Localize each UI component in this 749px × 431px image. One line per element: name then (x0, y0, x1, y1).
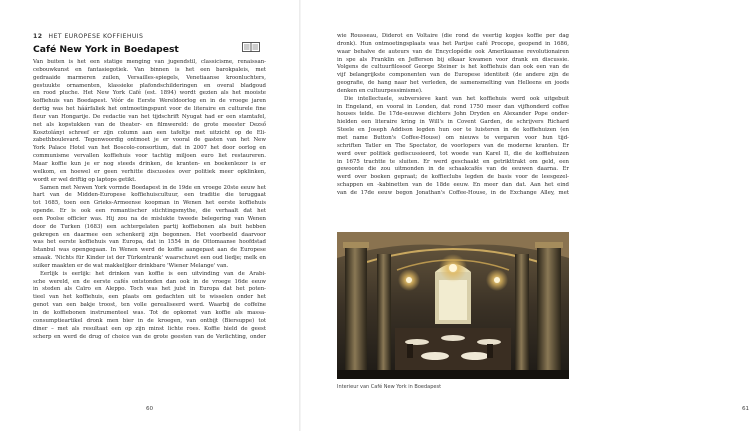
text-line: cebouwkunst en fantasiegotiek. Van binnen is het een barokpaleis, met (33, 66, 266, 73)
text-line: wie Rousseau, Diderot en Voltaire (die rond de veertig kopjes koffie per dag (337, 33, 569, 39)
text-line: suiker maakten er de wat makkelijker drinkbare 'Wiener Melange' van. (33, 262, 229, 269)
text-line: van de 17de eeuw begon Jonathan's Coffee-House, in de Exchange Alley, met (337, 189, 569, 196)
text-line: zabethboulevard. Tegenwoordig ontmoet je er vooral de gasten van het New (33, 137, 266, 144)
text-line: koffiehuis van Boedapest. Vóór de Eerste Wereldoorlog en in de vroege jaren (33, 98, 266, 105)
book-icon (242, 42, 260, 52)
left-page (0, 0, 299, 431)
text-line: en rood pluche. Het New York Café (est. 1894) wordt gezien als het mooiste (33, 90, 266, 97)
text-line: gestuukte ornamenten, klassieke plafondschilderingen en overal bladgoud (33, 82, 266, 89)
text-line: opende. Er is ook een romantischer stichtingsmythe, die verhaalt dat het (33, 208, 266, 215)
text-line: gekregen en daarmee een schenkerij zijn begonnen. Het voorbeeld daarvoor (33, 231, 266, 238)
right-body-text (337, 33, 569, 198)
text-line: geografie, de hang naar het verleden, de samensmelting van Helleens en joods (337, 80, 569, 87)
text-line: door de Turken (1683) een achtergelaten partij koffiebonen als buit hebben (33, 223, 266, 230)
text-line: een Poolse officier was. Hij zou na de mislukte tweede belegering van Wenen (33, 215, 266, 222)
text-line: hielden een literaire kring in Will's in Covent Garden, de schrijvers Richard (337, 119, 569, 126)
page-number: 60 (146, 406, 154, 412)
section-title: HET EUROPESE KOFFIEHUIS (48, 33, 144, 40)
text-line: schriften Tatler en The Spectator, de voorlopers van de moderne kranten. Er (337, 142, 569, 149)
text-line: in Engeland, en vooral in Londen, dat rond 1750 meer dan vijfhonderd coffee (337, 103, 569, 110)
text-line: hart van de Midden-Europese koffiehuiscultuur, een traditie die teruggaat (33, 192, 266, 199)
chapter-number: 12 (33, 33, 43, 40)
article-title: Café New York in Boedapest (33, 44, 179, 55)
text-line: York Palace Hotel van het Boscolo-consortium, dat in 2007 het door oorlog en (33, 145, 266, 152)
page-number: 61 (742, 406, 749, 412)
text-line: gewoonte die zou uitmonden in de schaakcafés van de eeuwen daarna. Er (337, 166, 569, 173)
text-line: smaak. 'Nichts für Kinder ist der Türkentrank' waarschuwt een oud liedje; melk en (33, 255, 266, 262)
text-line: scherp en werd de drug of choice van de grote geesten van de Verlichting, onder (33, 333, 266, 340)
text-line: Steele en Joseph Addison legden hun oor te luisteren in de koffiehuizen (en (337, 127, 569, 134)
right-page (301, 0, 749, 431)
left-body-text (33, 59, 266, 341)
text-line: communisme vervallen koffiehuis voor tachtig miljoen euro liet restaureren. (33, 153, 266, 160)
text-line: gedraaide marmeren zuilen, Versailles-spiegels, Venetiaanse kroonluchters, (33, 74, 266, 81)
text-line: in spe als Franklin en Jefferson bij elkaar kwamen voor drank en discussie. (337, 56, 569, 63)
text-line: consumptieartikel dronk men bier in de kroegen, van ontbijt (Biersuppe) tot (33, 317, 266, 324)
cafe-interior-photo (337, 232, 569, 379)
text-line: vijf belangrijkste componenten van de Europese identiteit (de andere zijn de (337, 72, 569, 79)
text-line: wordt er wel driftig op laptops getikt. (33, 176, 137, 183)
text-line: werd over politiek gediscussieerd, tot woede van Karel II, die de koffiehuizen (337, 150, 569, 157)
text-line: tot 1685, toen een Grieks-Armeense koopman in Wenen het eerste koffiehuis (33, 200, 266, 207)
running-head (33, 33, 143, 40)
text-line: Volgens de cultuurfilosoof George Steiner is het koffiehuis dan ook een van de (337, 64, 569, 71)
text-line: welkom, en hoewel er geen verhitte discussies over politiek meer opklinken, (33, 168, 266, 175)
text-line: denken en cultuurpessimisme). (337, 87, 423, 94)
text-line: fleur van Hongarije. De redactie van het tijdschrift Nyugat had er een stamtafel, (33, 113, 266, 120)
text-line: dronk). Hun ontmoetingsplaats was het Parijse café Procope, geopend in 1686, (337, 40, 569, 47)
text-line: met name Button's Coffee-House) om nieuws te vergaren voor hun tijd- (337, 134, 569, 141)
text-line: Maar koffie kun je er nog steeds drinken, de kranten- en boekenlezer is er (33, 160, 266, 167)
photo-caption: Interieur van Café New York in Boedapest (337, 384, 442, 390)
text-line: diner – met als resultaat een op zijn minst lichte roes. Koffie hield de geest (33, 325, 266, 332)
text-line: werd over boeken gepraat; de koffieclubs legden de basis voor de leesgezel- (337, 174, 569, 181)
text-line: in de koffiebonen instrumenteel was. Tot de opkomst van koffie als massa- (33, 310, 266, 316)
text-line: genot van een bakje troost, ten volle gerealiseerd werd. Waarbij de coffeïne (33, 302, 266, 309)
text-line: schappen en -kabinetten van de 18de eeuw. En meer dan dat. Aan het eind (337, 182, 569, 189)
text-line: Istanbul was opengegaan. In Wenen werd de koffie aangepast aan de Europese (33, 247, 266, 254)
text-line: in 1675 trachtte te sluiten. Er werd geschaakt en getrikttrakt om geld, een (337, 158, 569, 165)
text-line: Eerlijk is eerlijk: het drinken van koffie is een uitvinding van de Arabi- (40, 270, 266, 277)
text-line: sche wereld, en de eerste cafés ontstonden dan ook in de vroege 16de eeuw (33, 278, 266, 285)
text-line: dertig was het háárfaliek het ontmoetingspunt voor de literaire en culturele fine (33, 106, 266, 113)
text-line: in steden als Caïro en Aleppo. Toch was het juist in Europa dat het poten- (33, 286, 266, 293)
text-line: waar behalve de auteurs van de Encyclopédie ook Amerikaanse revolutionairen (337, 48, 569, 55)
text-line: houses telde. De 17de-eeuwse dichters John Dryden en Alexander Pope onder- (337, 111, 569, 118)
text-line: Van buiten is het een statige menging van jugendstil, classicisme, renaissan- (33, 59, 266, 65)
text-line: net als kopstukken van de theater- en filmwereld: de grote meester Dezső (33, 121, 266, 128)
text-line: Die intellectuele, subversieve kant van het koffiehuis werd ook uitgebuit (344, 95, 569, 102)
text-line: Samen met Newen York vormde Boedapest in de 19de en vroege 20ste eeuw het (40, 184, 266, 191)
text-line: tieel van het koffiehuis, een plaats om gedachten uit te wisselen onder het (33, 294, 266, 301)
text-line: Kosztolányi schreef er zijn column aan een tafeltje met uitzicht op de Eli- (33, 129, 266, 136)
text-line: was het eerste koffiehuis van Europa, dat in 1554 in de Ottomaanse hoofdstad (33, 239, 266, 246)
